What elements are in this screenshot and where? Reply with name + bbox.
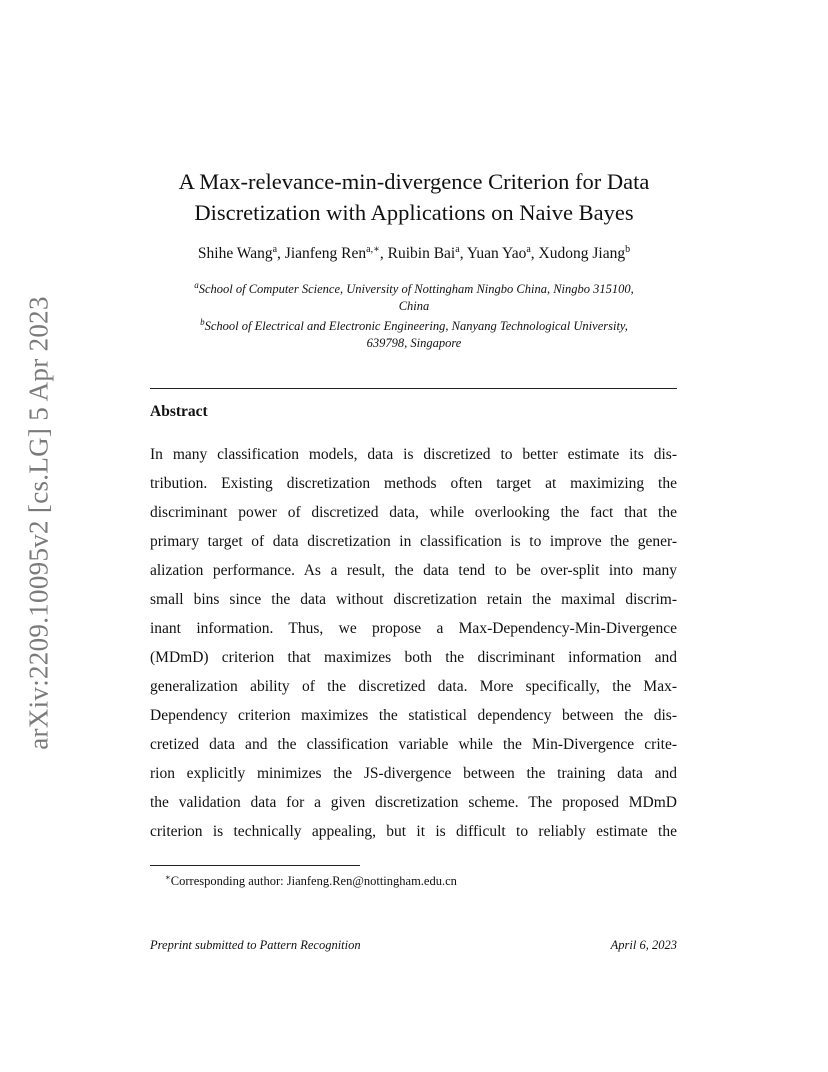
abstract-line: In many classification models, data is discretized to better estimate its dis- [150, 446, 677, 463]
header-divider [150, 388, 677, 389]
footnote [165, 872, 457, 889]
abstract-line: (MDmD) criterion that maximizes both the discriminant information and [150, 649, 677, 666]
abstract-line: small bins since the data without discretization retain the maximal discrim- [150, 591, 677, 608]
affiliation-mark: b [200, 317, 205, 328]
abstract-heading: Abstract [150, 403, 208, 420]
affiliation-text: School of Electrical and Electronic Engineering, Nanyang Technological University, [204, 319, 628, 334]
author-name: Jianfeng Ren [284, 245, 367, 263]
abstract-line: the validation data for a given discretization scheme. The proposed MDmD [150, 794, 677, 811]
abstract-line: criterion is technically appealing, but it is difficult to reliably estimate the [150, 823, 677, 840]
abstract-line: inant information. Thus, we propose a Max-Dependency-Min-Divergence [150, 620, 677, 637]
abstract-line: generalization ability of the discretized data. More specifically, the Max- [150, 678, 677, 695]
footer-date: April 6, 2023 [610, 938, 677, 952]
author-name: Yuan Yao [466, 245, 527, 263]
affiliation-text: School of Computer Science, University of Nottingham Ningbo China, Ningbo 315100, [198, 282, 634, 297]
affiliation-text: China [398, 298, 430, 313]
affiliation-mark: a [194, 280, 199, 290]
footer-submission-note: Preprint submitted to Pattern Recognition [150, 938, 361, 952]
arxiv-identifier [19, 296, 59, 750]
title-line-1: A Max-relevance-min-divergence Criterion for Data [178, 169, 650, 194]
affiliation-a [150, 277, 678, 314]
abstract-line: Dependency criterion maximizes the statistical dependency between the dis- [150, 707, 677, 724]
affiliation-b [150, 314, 678, 351]
affiliations [150, 277, 678, 351]
author-mark: a,∗ [366, 244, 380, 255]
abstract-line: primary target of data discretization in classification is to improve the gener- [150, 533, 677, 550]
author-name: Shihe Wang [197, 245, 273, 263]
paper-title [150, 166, 678, 228]
abstract-line: tribution. Existing discretization methods often target at maximizing the [150, 475, 677, 492]
footnote-divider [150, 865, 360, 866]
abstract-line: cretized data and the classification variable while the Min-Divergence crite- [150, 736, 677, 753]
author-name: Xudong Jiang [538, 245, 626, 263]
affiliation-text: 639798, Singapore [366, 335, 462, 350]
abstract-line: discriminant power of discretized data, while overlooking the fact that the [150, 504, 677, 521]
author-name: Ruibin Bai [387, 245, 456, 263]
footnote-mark: ∗ [165, 872, 171, 882]
author-mark: b [625, 244, 631, 255]
author-list: Shihe Wang$^a$, Jianfeng Ren$^{a,∗}$, Ruibin Bai$^a$, Yuan Yao$^a$, Xudong Jiang$^b$ [197, 244, 631, 263]
abstract-line: rion explicitly minimizes the JS-divergence between the training data and [150, 765, 677, 782]
author-mark: a [455, 244, 460, 255]
abstract-line: alization performance. As a result, the data tend to be over-split into many [150, 562, 677, 579]
arxiv-identifier-text: arXiv:2209.10095v2 [cs.LG] 5 Apr 2023 [23, 296, 54, 750]
title-line-2: Discretization with Applications on Naive Bayes [194, 200, 634, 225]
author-mark: a [526, 244, 531, 255]
footnote-text: Corresponding author: Jianfeng.Ren@nottingham.edu.cn [170, 874, 457, 889]
author-mark: a [272, 244, 278, 255]
abstract-body [150, 440, 677, 846]
